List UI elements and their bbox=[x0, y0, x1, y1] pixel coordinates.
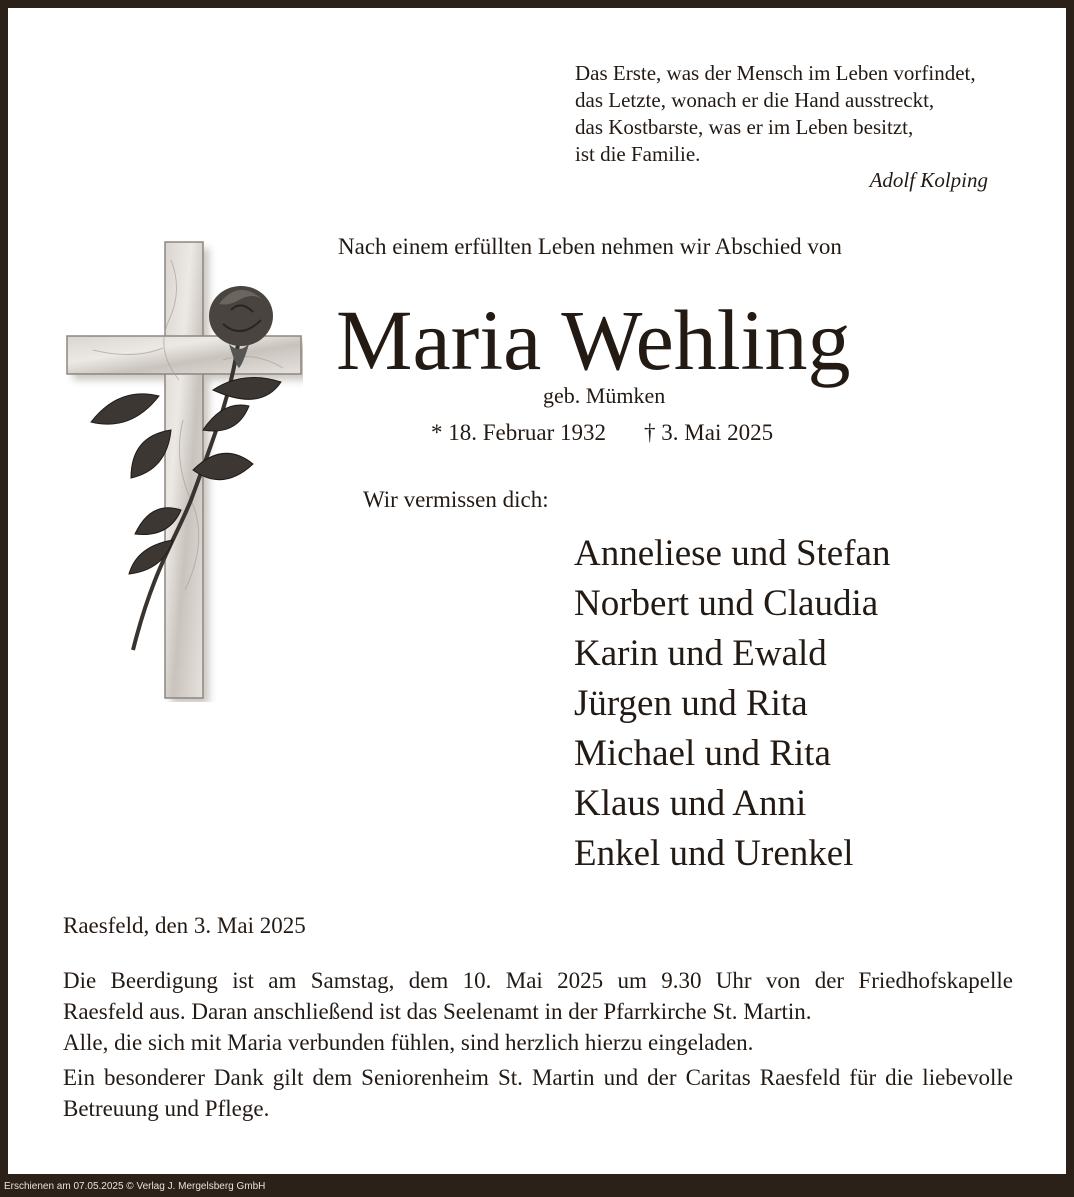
intro-text: Nach einem erfüllten Leben nehmen wir Abschied von bbox=[338, 234, 842, 259]
obituary-sheet bbox=[8, 8, 1066, 1174]
mourner-line: Anneliese und Stefan bbox=[574, 533, 891, 574]
funeral-line: Raesfeld aus. Daran anschließend ist das Seelenamt in der Pfarrkirche St. Martin. bbox=[63, 999, 812, 1024]
death-date: † 3. Mai 2025 bbox=[644, 420, 774, 445]
deceased-name: Maria Wehling bbox=[336, 292, 851, 388]
mourner-line: Jürgen und Rita bbox=[574, 683, 808, 724]
funeral-paragraph bbox=[63, 965, 1013, 1058]
birth-name: geb. Mümken bbox=[543, 383, 666, 408]
quote-line: das Letzte, wonach er die Hand ausstreckt, bbox=[575, 88, 935, 112]
quote-author: Adolf Kolping bbox=[869, 168, 988, 192]
mourner-line: Karin und Ewald bbox=[574, 633, 827, 674]
thanks-line: Ein besonderer Dank gilt dem Seniorenheim St. Martin und der Caritas Raesfeld für die liebevolle bbox=[63, 1065, 1013, 1090]
quote-line: Das Erste, was der Mensch im Leben vorfindet, bbox=[575, 61, 976, 85]
funeral-line: Alle, die sich mit Maria verbunden fühlen, sind herzlich hierzu eingeladen. bbox=[63, 1030, 754, 1055]
funeral-line: Die Beerdigung ist am Samstag, dem 10. Mai 2025 um 9.30 Uhr von der Friedhofskapelle bbox=[63, 968, 1013, 993]
cross-with-rose-icon bbox=[63, 240, 303, 702]
miss-text: Wir vermissen dich: bbox=[363, 487, 549, 512]
mourner-line: Michael und Rita bbox=[574, 733, 831, 774]
mourner-line: Norbert und Claudia bbox=[574, 583, 879, 624]
thanks-paragraph bbox=[63, 1062, 1013, 1124]
birth-date: * 18. Februar 1932 bbox=[431, 420, 607, 445]
mourner-line: Enkel und Urenkel bbox=[574, 833, 854, 874]
thanks-line: Betreuung und Pflege. bbox=[63, 1096, 270, 1121]
life-dates bbox=[431, 420, 773, 446]
quote-line: das Kostbarste, was er im Leben besitzt, bbox=[575, 115, 914, 139]
mourner-line: Klaus und Anni bbox=[574, 783, 807, 824]
quote-line: ist die Familie. bbox=[575, 142, 701, 166]
publication-footer: Erschienen am 07.05.2025 © Verlag J. Mergelsberg GmbH bbox=[4, 1181, 266, 1192]
place-date: Raesfeld, den 3. Mai 2025 bbox=[63, 913, 306, 938]
